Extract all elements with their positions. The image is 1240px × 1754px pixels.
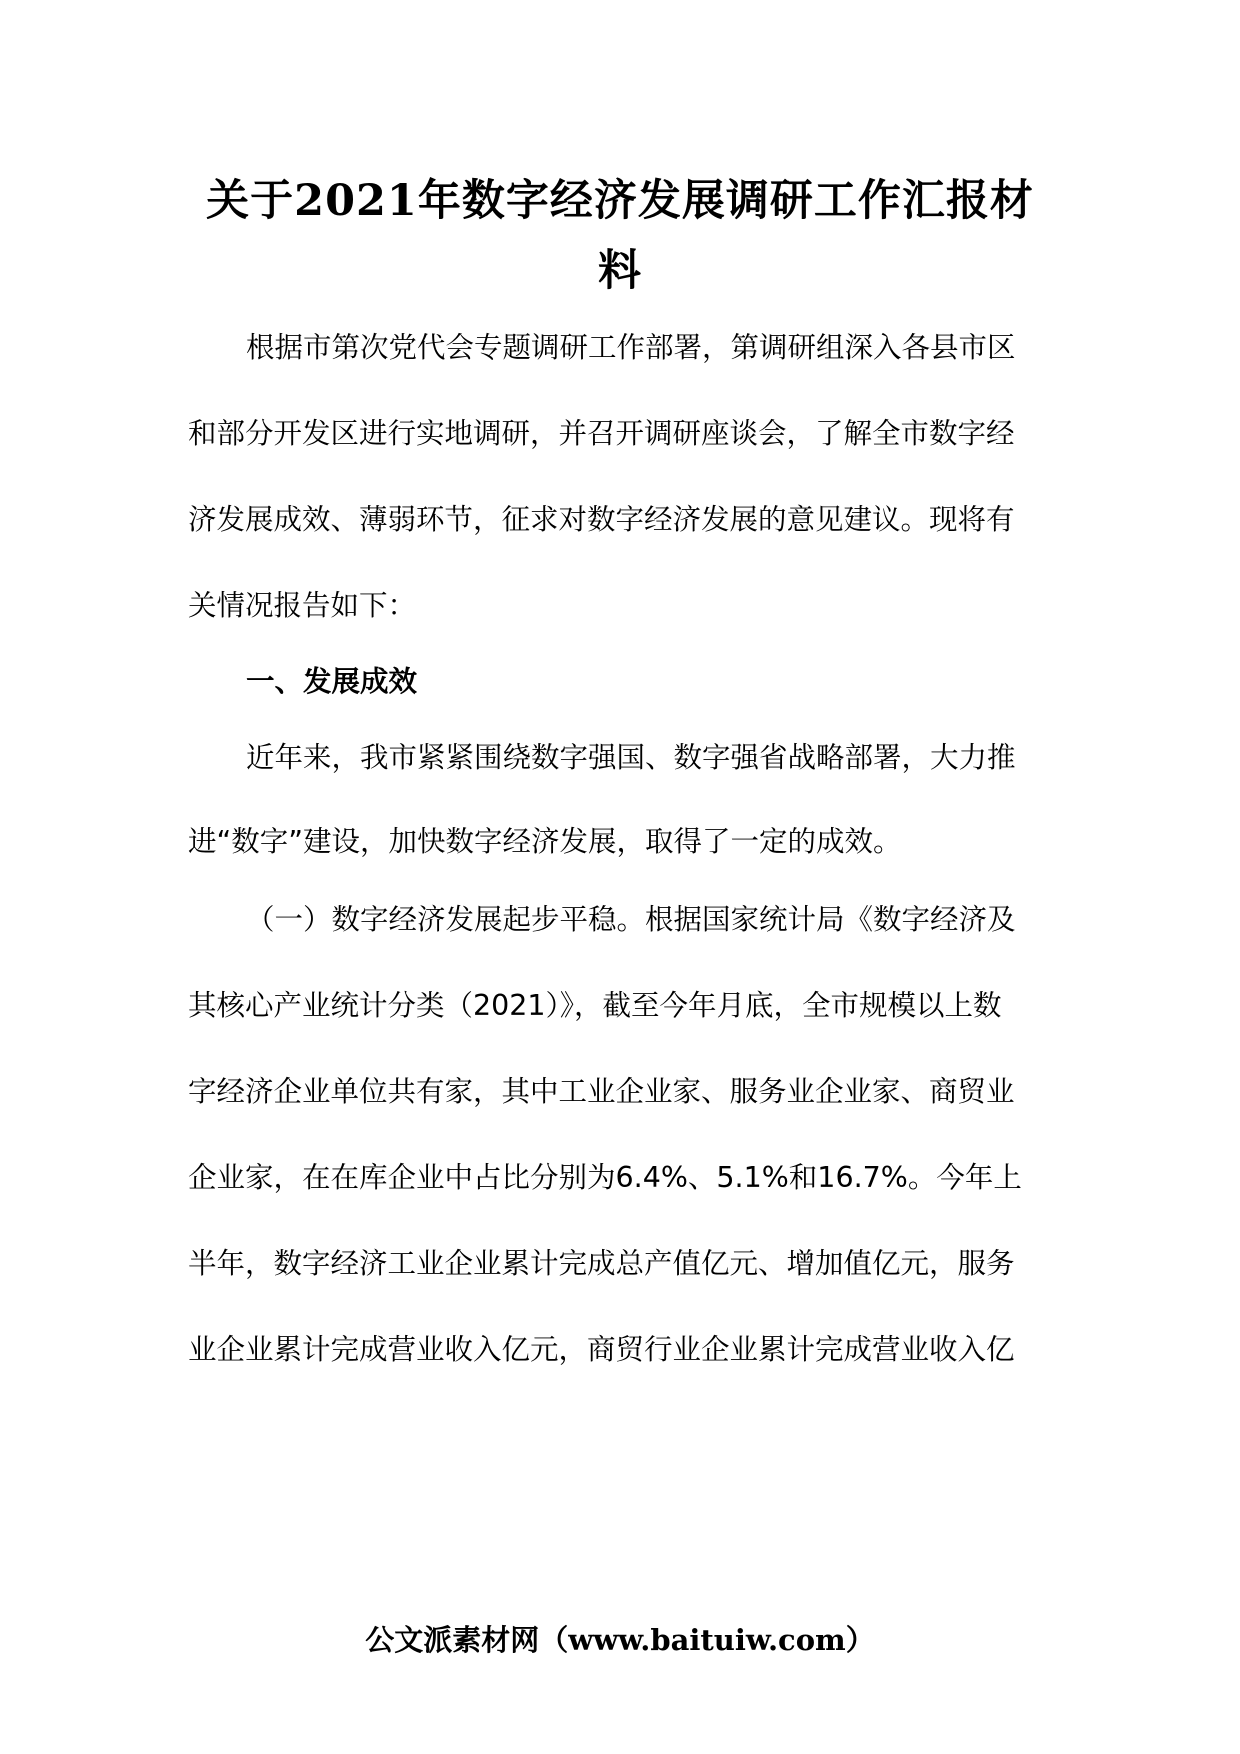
document-title-line-2: 料: [598, 246, 642, 296]
document-title-line-1: 关于2021年数字经济发展调研工作汇报材: [206, 176, 1034, 226]
paragraph-subsection-line-3: 字经济企业单位共有家，其中工业企业家、服务业企业家、商贸业: [188, 1075, 1015, 1108]
paragraph-intro-line-2: 和部分开发区进行实地调研，并召开调研座谈会，了解全市数字经: [188, 417, 1015, 450]
paragraph-intro-line-1: 根据市第次党代会专题调研工作部署，第调研组深入各县市区: [246, 331, 1016, 364]
paragraph-subsection-line-4: 企业家，在在库企业中占比分别为6.4%、5.1%和16.7%。今年上: [188, 1161, 1022, 1194]
paragraph-overview-line-1: 近年来，我市紧紧围绕数字强国、数字强省战略部署，大力推: [246, 741, 1016, 774]
section-heading: 一、发展成效: [246, 665, 418, 698]
paragraph-subsection-line-6: 业企业累计完成营业收入亿元，商贸行业企业累计完成营业收入亿: [188, 1333, 1015, 1366]
paragraph-overview-line-2: 进“数字”建设，加快数字经济发展，取得了一定的成效。: [188, 825, 902, 858]
paragraph-subsection-line-1: （一）数字经济发展起步平稳。根据国家统计局《数字经济及: [246, 903, 1016, 936]
paragraph-intro-line-4: 关情况报告如下：: [188, 589, 417, 622]
paragraph-subsection-line-5: 半年，数字经济工业企业累计完成总产值亿元、增加值亿元，服务: [188, 1247, 1015, 1280]
paragraph-intro-line-3: 济发展成效、薄弱环节，征求对数字经济发展的意见建议。现将有: [188, 503, 1015, 536]
footer-watermark: 公文派素材网（www.baituiw.com）: [365, 1623, 875, 1657]
paragraph-subsection-line-2: 其核心产业统计分类（2021）》，截至今年月底，全市规模以上数: [188, 989, 1002, 1022]
